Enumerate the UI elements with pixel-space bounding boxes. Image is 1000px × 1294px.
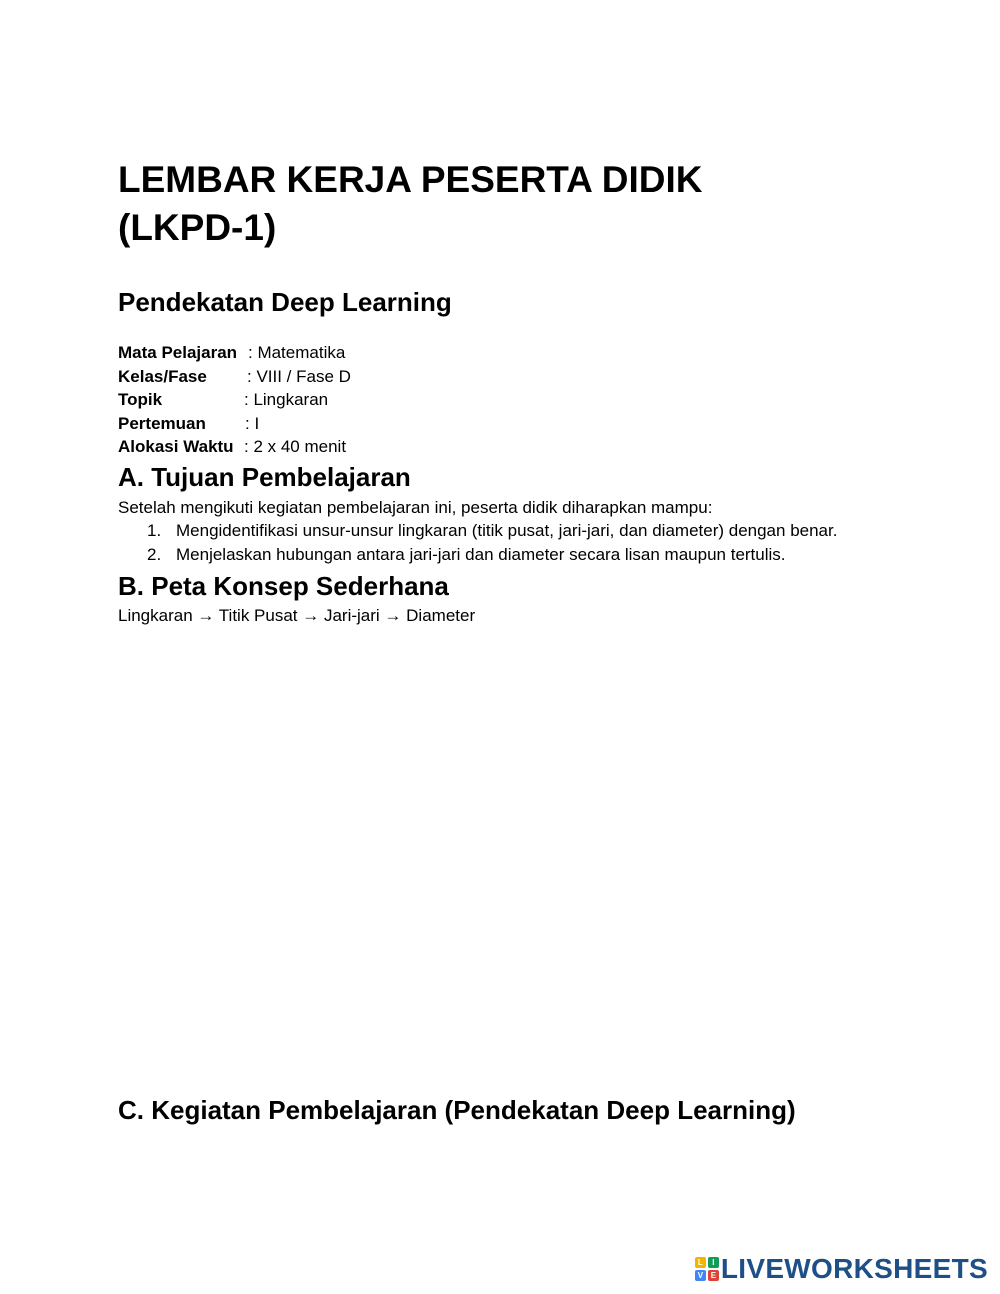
meta-row-meeting xyxy=(118,412,260,436)
meta-row-topic xyxy=(118,388,329,412)
meta-value: : Matematika xyxy=(248,343,346,362)
meta-info-block xyxy=(118,341,351,459)
meta-value: : VIII / Fase D xyxy=(247,366,351,386)
meta-row-class xyxy=(118,365,351,389)
section-b-heading: B. Peta Konsep Sederhana xyxy=(118,571,449,601)
list-item xyxy=(118,543,837,567)
section-c-heading: C. Kegiatan Pembelajaran (Pendekatan Deep Learning) xyxy=(118,1095,796,1125)
list-item-number: 1. xyxy=(147,521,162,540)
meta-row-time xyxy=(118,435,347,459)
meta-value: : Lingkaran xyxy=(244,390,329,410)
document-title-line-2: (LKPD-1) xyxy=(118,207,277,248)
meta-label: Kelas/Fase xyxy=(118,366,207,386)
meta-value: : 2 x 40 menit xyxy=(244,437,347,457)
section-a-heading: A. Tujuan Pembelajaran xyxy=(118,462,411,492)
liveworksheets-logo-text: LIVEWORKSHEETS xyxy=(720,1253,988,1284)
meta-row-subject xyxy=(118,341,346,365)
learning-objectives-list xyxy=(118,519,837,567)
list-item-number: 2. xyxy=(147,545,162,564)
meta-label: Alokasi Waktu xyxy=(118,437,234,457)
list-item xyxy=(118,519,837,543)
section-a-intro: Setelah mengikuti kegiatan pembelajaran ini, peserta didik diharapkan mampu: xyxy=(118,498,713,517)
meta-label: Topik xyxy=(118,390,163,410)
meta-label: Mata Pelajaran xyxy=(118,343,238,362)
liveworksheets-logo xyxy=(695,1252,988,1286)
meta-label: Pertemuan xyxy=(118,413,206,433)
logo-icon-cell: I xyxy=(708,1257,719,1268)
concept-map-text: Lingkaran → Titik Pusat → Jari-jari → Diameter xyxy=(118,606,476,625)
document-subtitle: Pendekatan Deep Learning xyxy=(118,287,452,317)
meta-value: : I xyxy=(245,413,260,433)
document-title-line-1: LEMBAR KERJA PESERTA DIDIK xyxy=(118,159,703,200)
logo-icon-cell: E xyxy=(708,1270,719,1281)
logo-icon-cell: L xyxy=(695,1257,706,1268)
document-title xyxy=(118,156,938,252)
logo-icon-cell: V xyxy=(695,1270,706,1281)
list-item-text: Mengidentifikasi unsur-unsur lingkaran (titik pusat, jari-jari, dan diameter) dengan benar. xyxy=(176,521,838,540)
liveworksheets-logo-icon xyxy=(695,1257,719,1281)
list-item-text: Menjelaskan hubungan antara jari-jari dan diameter secara lisan maupun tertulis. xyxy=(176,545,786,564)
